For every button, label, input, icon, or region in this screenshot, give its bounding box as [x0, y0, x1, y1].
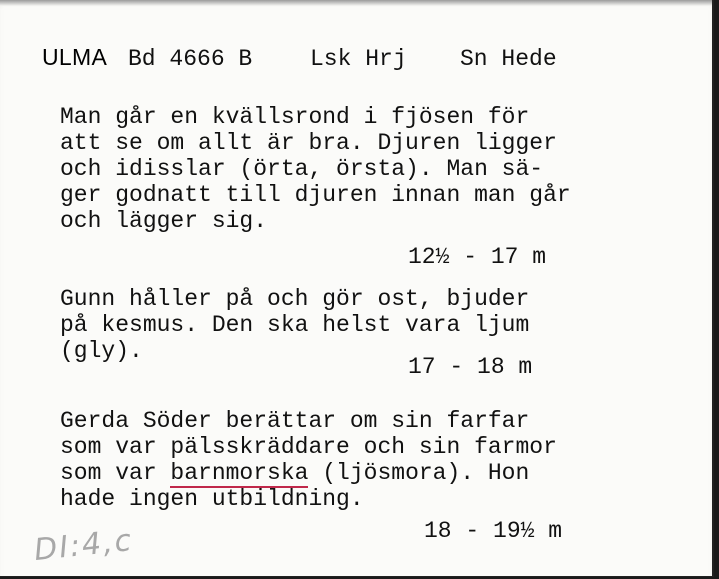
entry-3-line-end: (ljösmora). Hon	[308, 460, 530, 486]
entry-1-timecode: 12½ - 17 m	[408, 244, 547, 270]
entry-1-text	[60, 104, 571, 234]
entry-2-text	[60, 286, 529, 364]
entry-3-line-start: som var	[60, 460, 171, 486]
entry-2-line: på kesmus. Den ska helst vara ljum	[60, 312, 530, 338]
entry-3-timecode: 18 - 19½ m	[424, 518, 563, 544]
card-top-edge	[0, 0, 712, 6]
entry-3-line: hade ingen utbildning.	[60, 486, 364, 512]
entry-1-line: och idisslar (örta, örsta). Man sä-	[60, 156, 544, 182]
entry-2-line: (gly).	[60, 338, 143, 364]
parish-label: Sn Hede	[460, 46, 557, 72]
entry-3-line: Gerda Söder berättar om sin farfar	[60, 408, 530, 434]
entry-1-line: ger godnatt till djuren innan man går	[60, 182, 571, 208]
collection-label: ULMA	[42, 44, 108, 70]
entry-2-timecode: 17 - 18 m	[408, 354, 533, 380]
entry-2-line: Gunn håller på och gör ost, bjuder	[60, 286, 530, 312]
entry-3-line: som var pälsskräddare och sin farmor	[60, 434, 557, 460]
reference-number: Bd 4666 B	[128, 46, 253, 72]
entry-1-line: Man går en kvällsrond i fjösen för	[60, 104, 530, 130]
underlined-word: barnmorska	[170, 460, 309, 486]
handwritten-signature: DI:4,c	[32, 522, 135, 569]
entry-1-line: att se om allt är bra. Djuren ligger	[60, 130, 557, 156]
entry-1-line: och lägger sig.	[60, 208, 268, 234]
entry-3-text	[60, 408, 557, 512]
province-label: Lsk Hrj	[310, 46, 407, 72]
entry-3-line	[60, 460, 557, 486]
